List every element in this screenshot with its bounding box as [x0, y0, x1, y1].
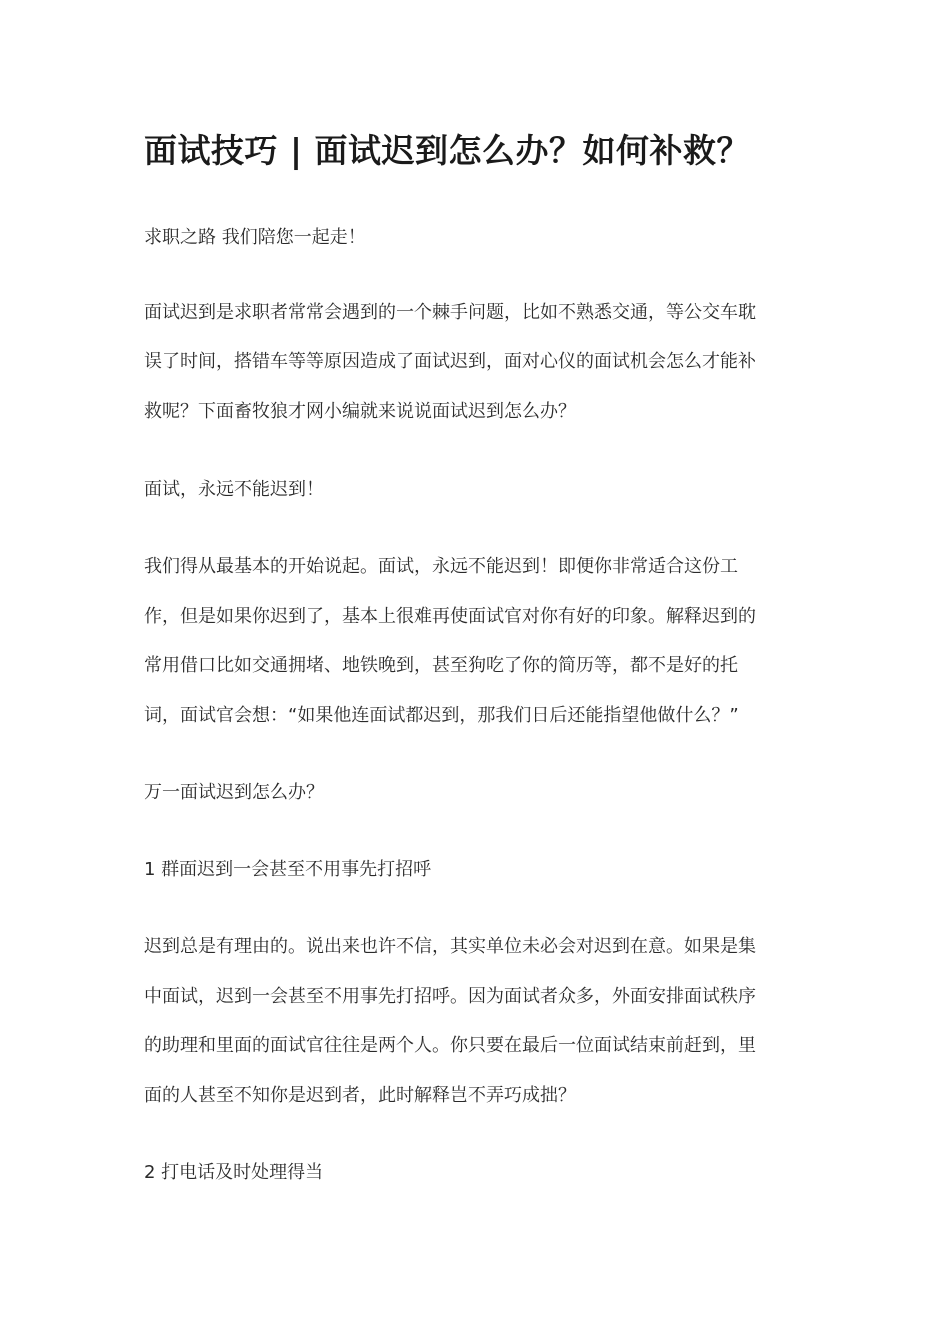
paragraph-slogan: 求职之路 我们陪您一起走！ — [144, 227, 366, 248]
paragraph-basics-line-4: 词，面试官会想：“如果他连面试都迟到，那我们日后还能指望他做什么？” — [144, 705, 739, 726]
paragraph-group-line-3: 的助理和里面的面试官往往是两个人。你只要在最后一位面试结束前赶到，里 — [144, 1035, 756, 1056]
article-title: 面试技巧 | 面试迟到怎么办？如何补救？ — [144, 131, 751, 170]
paragraph-basics-line-2: 作，但是如果你迟到了，基本上很难再使面试官对你有好的印象。解释迟到的 — [144, 606, 756, 627]
paragraph-never-late: 面试，永远不能迟到！ — [144, 479, 324, 500]
section-heading-1: 1 群面迟到一会甚至不用事先打招呼 — [144, 859, 432, 880]
paragraph-group-line-1: 迟到总是有理由的。说出来也许不信，其实单位未必会对迟到在意。如果是集 — [144, 936, 756, 957]
paragraph-intro-line-3: 救呢？下面畜牧狼才网小编就来说说面试迟到怎么办？ — [144, 401, 576, 422]
paragraph-intro-line-2: 误了时间，搭错车等等原因造成了面试迟到，面对心仪的面试机会怎么才能补 — [144, 351, 756, 372]
section-heading-2: 2 打电话及时处理得当 — [144, 1162, 324, 1183]
paragraph-group-line-4: 面的人甚至不知你是迟到者，此时解释岂不弄巧成拙？ — [144, 1085, 576, 1106]
paragraph-basics-line-1: 我们得从最基本的开始说起。面试，永远不能迟到！即便你非常适合这份工 — [144, 556, 738, 577]
paragraph-intro-line-1: 面试迟到是求职者常常会遇到的一个棘手问题，比如不熟悉交通，等公交车耽 — [144, 302, 756, 323]
paragraph-basics-line-3: 常用借口比如交通拥堵、地铁晚到，甚至狗吃了你的简历等，都不是好的托 — [144, 655, 738, 676]
paragraph-what-if-late: 万一面试迟到怎么办？ — [144, 782, 324, 803]
paragraph-group-line-2: 中面试，迟到一会甚至不用事先打招呼。因为面试者众多，外面安排面试秩序 — [144, 986, 756, 1007]
